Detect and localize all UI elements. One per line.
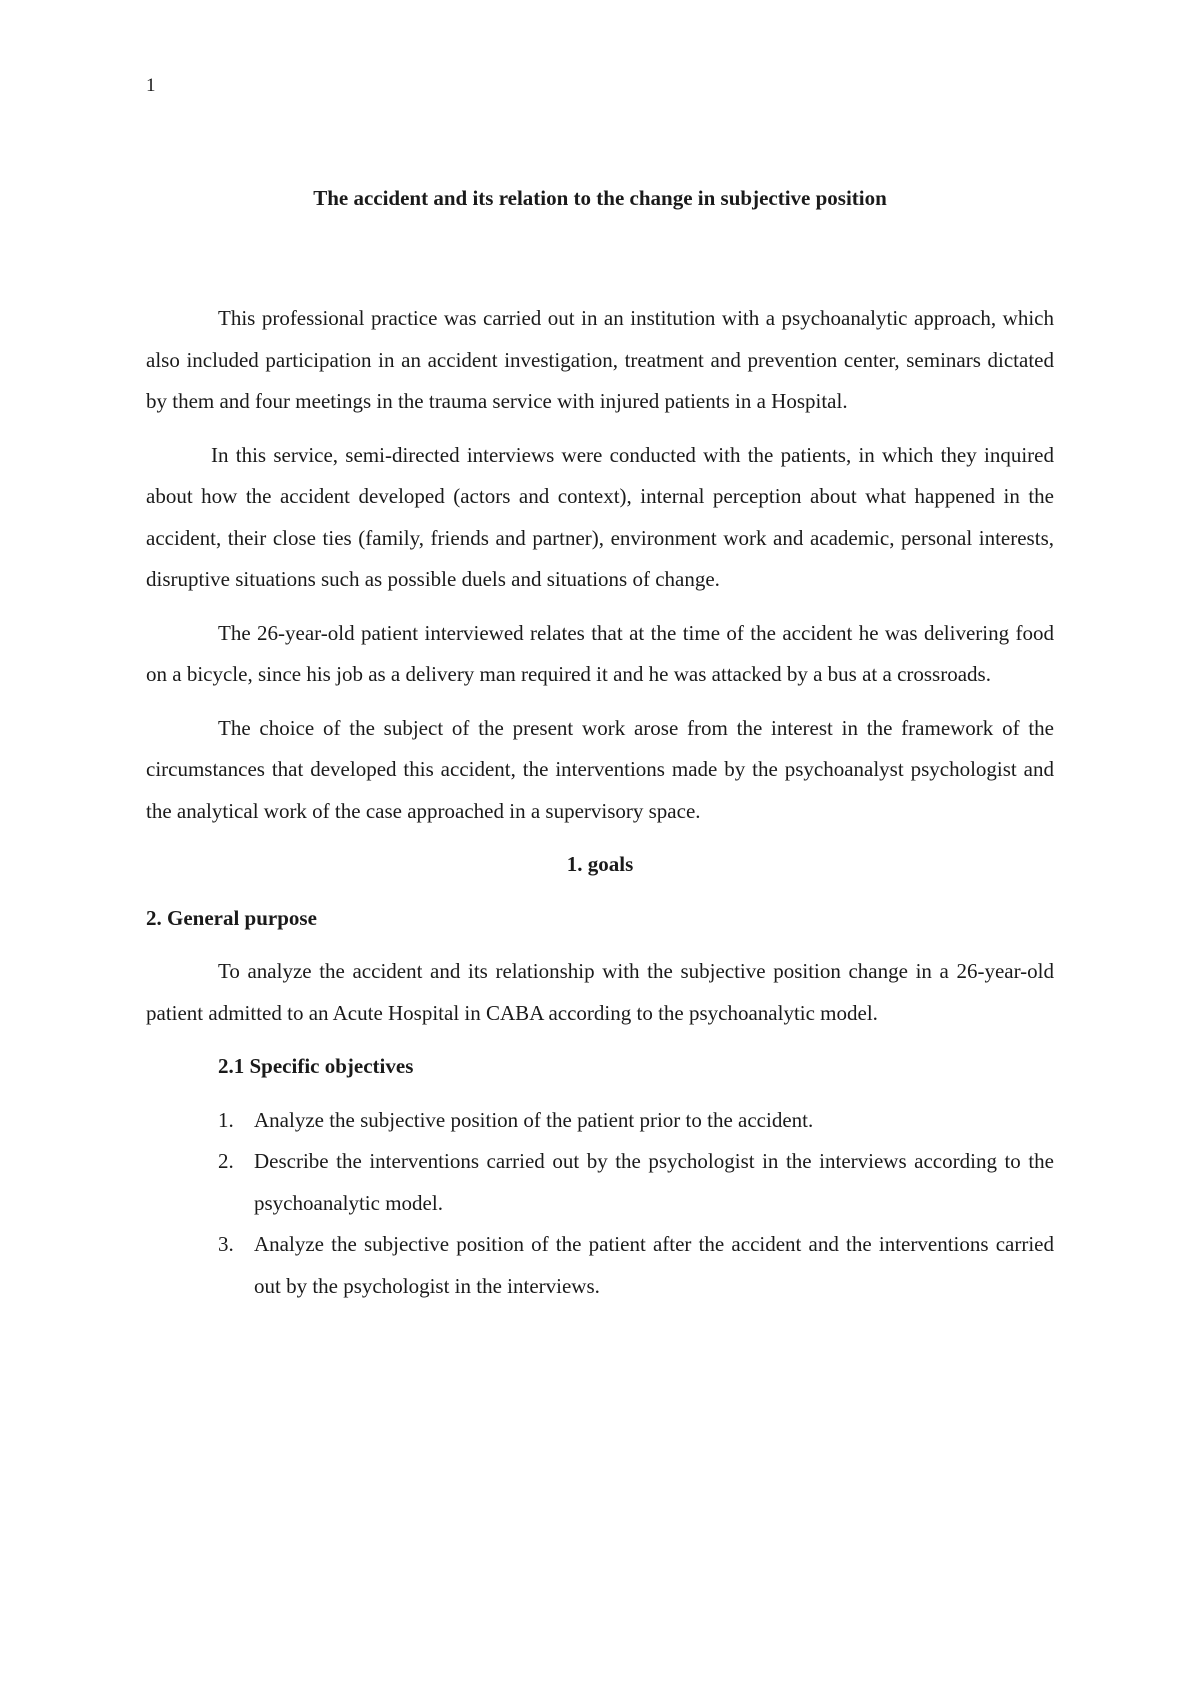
heading-general-purpose: 2. General purpose (146, 905, 317, 930)
list-item-number: 3. (218, 1232, 234, 1256)
paragraph-intro: This professional practice was carried out in an institution with a psychoanalytic approach, which also included participation in an accident investigation, treatment and prevention center, seminars dictated by them and four meetings in the trauma service with injured patients in a Hospital. (146, 306, 1054, 413)
list-item (218, 1224, 1054, 1307)
heading-specific-objectives: 2.1 Specific objectives (218, 1054, 414, 1078)
list-item-number: 2. (218, 1149, 234, 1173)
list-item-number: 1. (218, 1107, 234, 1132)
paragraph-interviews: In this service, semi-directed interviews were conducted with the patients, in which they inquired about how the accident developed (actors and context), internal perception about what happened in the accident, their close ties (family, friends and partner), environment work and academic, personal interests, disruptive situations such as possible duels and situations of change. (146, 442, 1054, 591)
document-body (146, 298, 1054, 1307)
list-item (218, 1141, 1054, 1224)
document-title: The accident and its relation to the change in subjective position (313, 186, 887, 210)
objectives-list (146, 1100, 1054, 1308)
heading-goals: 1. goals (566, 852, 634, 876)
paragraph-general-purpose: To analyze the accident and its relationship with the subjective position change in a 26-year-old patient admitted to an Acute Hospital in CABA according to the psychoanalytic model. (146, 959, 1054, 1025)
list-item-text: Analyze the subjective position of the patient after the accident and the interventions carried out by the psychologist in the interviews. (254, 1232, 1054, 1298)
list-item-text: Analyze the subjective position of the patient prior to the accident. (254, 1107, 814, 1132)
paragraph-choice: The choice of the subject of the present work arose from the interest in the framework of the circumstances that developed this accident, the interventions made by the psychoanalyst psychologist and the analytical work of the case approached in a supervisory space. (146, 715, 1054, 823)
list-item-text: Describe the interventions carried out by the psychologist in the interviews according to the psychoanalytic model. (254, 1149, 1054, 1215)
page-number: 1 (146, 75, 156, 96)
list-item (218, 1100, 1054, 1142)
paragraph-patient: The 26-year-old patient interviewed relates that at the time of the accident he was delivering food on a bicycle, since his job as a delivery man required it and he was attacked by a bus at a crossroads. (146, 620, 1054, 686)
